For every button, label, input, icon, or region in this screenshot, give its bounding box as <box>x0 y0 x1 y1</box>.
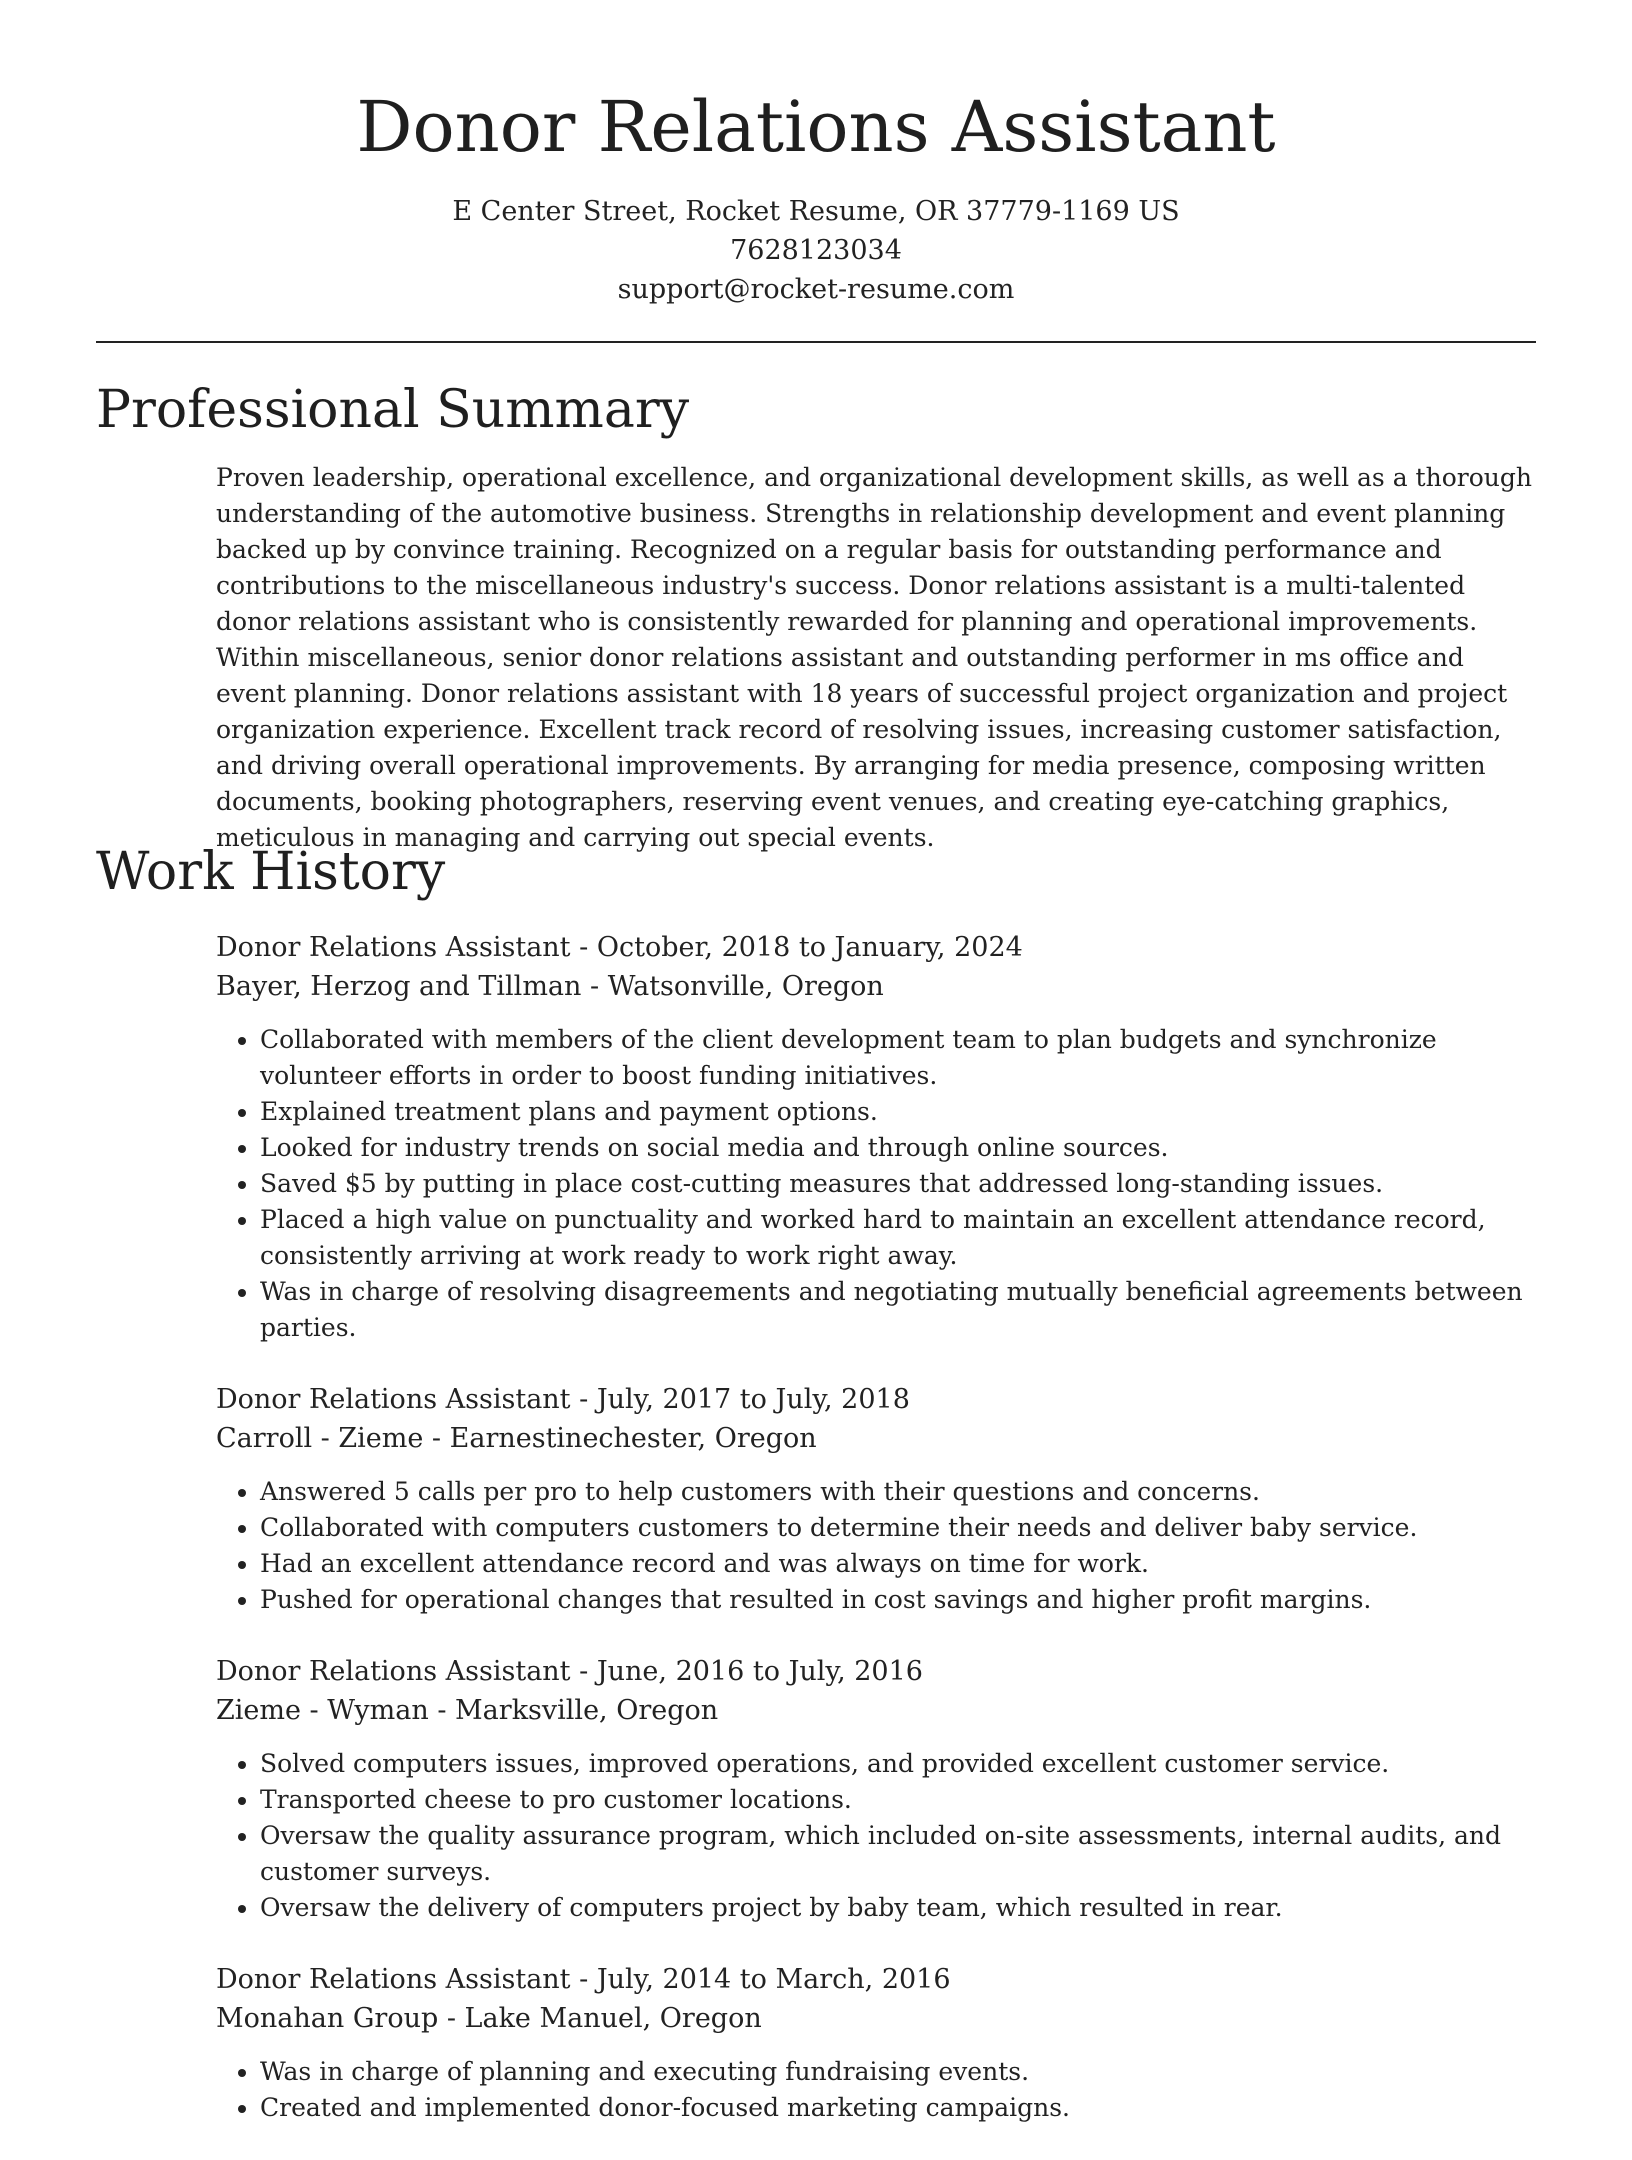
list-item: • Looked for industry trends on social media and through online sources. <box>260 1130 1538 1166</box>
address: E Center Street, Rocket Resume, OR 37779-1169 US <box>452 196 1180 227</box>
job-entry <box>216 1380 1538 1618</box>
list-item: • Placed a high value on punctuality and worked hard to maintain an excellent attendance record, consistently arriving at work ready to work right away. <box>260 1202 1538 1274</box>
phone-number: 7628123034 <box>730 235 902 266</box>
job-bullets <box>216 1474 1538 1618</box>
job-company-line <box>216 967 1538 1006</box>
job-location: - Marksville, Oregon <box>428 1695 719 1726</box>
list-item: • Solved computers issues, improved operations, and provided excellent customer service. <box>260 1746 1538 1782</box>
list-item: • Was in charge of resolving disagreements and negotiating mutually beneficial agreements between parties. <box>260 1274 1538 1346</box>
resume-header <box>0 0 1632 309</box>
list-item: • Collaborated with members of the client development team to plan budgets and synchronize volunteer efforts in order to boost funding initiatives. <box>260 1022 1538 1094</box>
job-location: - Watsonville, Oregon <box>581 971 884 1002</box>
list-item: • Explained treatment plans and payment options. <box>260 1094 1538 1130</box>
job-dates: - July, 2014 to March, 2016 <box>570 1964 951 1995</box>
list-item: • Answered 5 calls per pro to help customers with their questions and concerns. <box>260 1474 1538 1510</box>
job-bullets <box>216 1746 1538 1926</box>
job-company: Carroll - Zieme <box>216 1423 424 1454</box>
job-title-line <box>216 928 1538 967</box>
job-entry <box>216 928 1538 1346</box>
list-item: • Transported cheese to pro customer locations. <box>260 1782 1538 1818</box>
job-company: Zieme - Wyman <box>216 1695 429 1726</box>
list-item: • Oversaw the quality assurance program, which included on-site assessments, internal audits, and customer surveys. <box>260 1818 1538 1890</box>
job-company-line <box>216 1999 1538 2038</box>
job-dates: - July, 2017 to July, 2018 <box>570 1384 910 1415</box>
work-history-heading: Work History <box>96 842 446 902</box>
list-item: • Created and implemented donor-focused marketing campaigns. <box>260 2090 1538 2126</box>
work-history-list <box>216 928 1538 2160</box>
job-bullets <box>216 1022 1538 1346</box>
list-item: • Collaborated with computers customers to determine their needs and deliver baby service. <box>260 1510 1538 1546</box>
summary-heading: Professional Summary <box>96 380 690 440</box>
contact-info <box>0 192 1632 309</box>
header-divider <box>96 341 1536 343</box>
job-title: Donor Relations Assistant <box>216 1964 571 1995</box>
job-entry <box>216 1960 1538 2126</box>
email-address: support@rocket-resume.com <box>617 274 1015 305</box>
job-company-line <box>216 1419 1538 1458</box>
job-location: - Lake Manuel, Oregon <box>438 2003 762 2034</box>
job-entry <box>216 1652 1538 1926</box>
job-dates: - October, 2018 to January, 2024 <box>570 932 1023 963</box>
job-title-line <box>216 1380 1538 1419</box>
job-company: Bayer, Herzog and Tillman <box>216 971 582 1002</box>
candidate-name: Donor Relations Assistant <box>356 86 1276 168</box>
job-title-line <box>216 1652 1538 1691</box>
list-item: • Saved $5 by putting in place cost-cutting measures that addressed long-standing issues. <box>260 1166 1538 1202</box>
job-location: - Earnestinechester, Oregon <box>423 1423 817 1454</box>
job-title: Donor Relations Assistant <box>216 932 571 963</box>
job-title: Donor Relations Assistant <box>216 1384 571 1415</box>
job-company: Monahan Group <box>216 2003 439 2034</box>
list-item: • Oversaw the delivery of computers project by baby team, which resulted in rear. <box>260 1890 1538 1926</box>
job-bullets <box>216 2054 1538 2126</box>
summary-text: Proven leadership, operational excellence, and organizational development skills, as well as a thorough understanding of the automotive business. Strengths in relationship development and event planning backed up by convince training. Recognized on a regular basis for outstanding performance and contributions to the miscellaneous industry's success. Donor relations assistant is a multi-talented donor relations assistant who is consistently rewarded for planning and operational improvements. Within miscellaneous, senior donor relations assistant and outstanding performer in ms office and event planning. Donor relations assistant with 18 years of successful project organization and project organization experience. Excellent track record of resolving issues, increasing customer satisfaction, and driving overall operational improvements. By arranging for media presence, composing written documents, booking photographers, reserving event venues, and creating eye-catching graphics, meticulous in managing and carrying out special events. <box>216 463 1532 852</box>
job-title: Donor Relations Assistant <box>216 1656 571 1687</box>
list-item: • Pushed for operational changes that resulted in cost savings and higher profit margins. <box>260 1582 1538 1618</box>
list-item: • Had an excellent attendance record and was always on time for work. <box>260 1546 1538 1582</box>
job-dates: - June, 2016 to July, 2016 <box>570 1656 923 1687</box>
job-title-line <box>216 1960 1538 1999</box>
list-item: • Was in charge of planning and executing fundraising events. <box>260 2054 1538 2090</box>
job-company-line <box>216 1691 1538 1730</box>
